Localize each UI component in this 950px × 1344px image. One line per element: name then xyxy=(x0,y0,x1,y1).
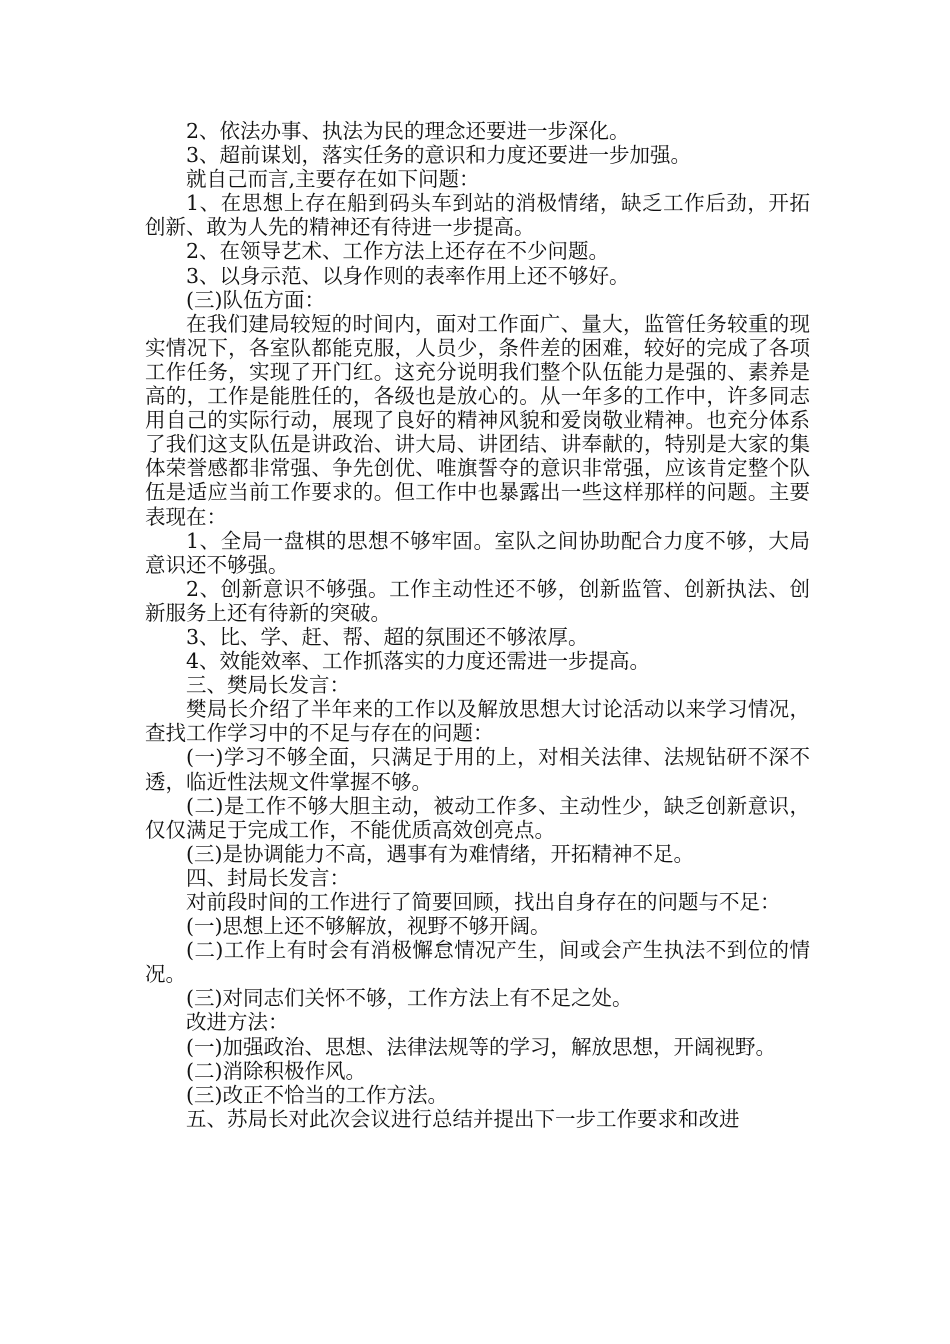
paragraph: 对前段时间的工作进行了简要回顾，找出自身存在的问题与不足： xyxy=(186,890,781,914)
paragraph: 3、超前谋划，落实任务的意识和力度还要进一步加强。 xyxy=(186,143,692,168)
paragraph: 2、创新意识不够强。工作主动性还不够，创新监管、创新执法、创新服务上还有待新的突破。 xyxy=(145,576,810,625)
paragraph: 2、在领导艺术、工作方法上还存在不少问题。 xyxy=(186,239,610,264)
paragraph: 1、在思想上存在船到码头车到站的消极情绪，缺乏工作后劲，开拓创新、敢为人先的精神还有待进一步提高。 xyxy=(145,191,810,240)
paragraph: (二)消除积极作风。 xyxy=(186,1058,366,1083)
section-heading: 三、樊局长发言： xyxy=(186,673,350,698)
paragraph: 就自己而言,主要存在如下问题： xyxy=(186,167,480,192)
paragraph: (一)学习不够全面，只满足于用的上，对相关法律、法规钻研不深不透，临近性法规文件掌握不够。 xyxy=(145,745,810,794)
paragraph: (二)工作上有时会有消极懈怠情况产生，间或会产生执法不到位的情况。 xyxy=(145,938,810,987)
section-heading: (三)队伍方面： xyxy=(186,287,325,312)
paragraph: (一)加强政治、思想、法律法规等的学习，解放思想，开阔视野。 xyxy=(186,1034,776,1059)
paragraph: (二)是工作不够大胆主动，被动工作多、主动性少，缺乏创新意识，仅仅满足于完成工作，不能优质高效创亮点。 xyxy=(145,793,810,842)
section-heading: 改进方法： xyxy=(186,1010,289,1035)
section-heading: 四、封局长发言： xyxy=(186,865,350,890)
paragraph: 3、比、学、赶、帮、超的氛围还不够浓厚。 xyxy=(186,624,589,649)
paragraph: 2、依法办事、执法为民的理念还要进一步深化。 xyxy=(186,119,630,143)
paragraph: 樊局长介绍了半年来的工作以及解放思想大讨论活动以来学习情况，查找工作学习中的不足与存在的问题： xyxy=(145,697,810,746)
paragraph: (三)对同志们关怀不够，工作方法上有不足之处。 xyxy=(186,986,633,1011)
section-heading: 五、苏局长对此次会议进行总结并提出下一步工作要求和改进 xyxy=(186,1106,740,1131)
paragraph: 1、全局一盘棋的思想不够牢固。室队之间协助配合力度不够，大局意识还不够强。 xyxy=(145,528,810,577)
paragraph: (三)改正不恰当的工作方法。 xyxy=(186,1082,448,1107)
paragraph: 3、以身示范、以身作则的表率作用上还不够好。 xyxy=(186,263,630,288)
paragraph: 4、效能效率、工作抓落实的力度还需进一步提高。 xyxy=(186,649,651,674)
paragraph: (三)是协调能力不高，遇事有为难情绪，开拓精神不足。 xyxy=(186,841,694,866)
paragraph: 在我们建局较短的时间内，面对工作面广、量大，监管任务较重的现实情况下，各室队都能克服，人员少，条件差的困难，较好的完成了各项工作任务，实现了开门红。这充分说明我们整个队伍能力是强的、素养是高的，工作是能胜任的，各级也是放心的。从一年多的工作中，许多同志用自己的实际行动，展现了良好的精神风貌和爱岗敬业精神。也充分体系了我们这支队伍是讲政治、讲大局、讲团结、讲奉献的，特别是大家的集体荣誉感都非常强、争先创优、唯旗誓夺的意识非常强，应该肯定整个队伍是适应当前工作要求的。但工作中也暴露出一些这样那样的问题。主要表现在： xyxy=(145,311,810,529)
document-body xyxy=(145,119,810,1131)
paragraph: (一)思想上还不够解放，视野不够开阔。 xyxy=(186,914,551,939)
